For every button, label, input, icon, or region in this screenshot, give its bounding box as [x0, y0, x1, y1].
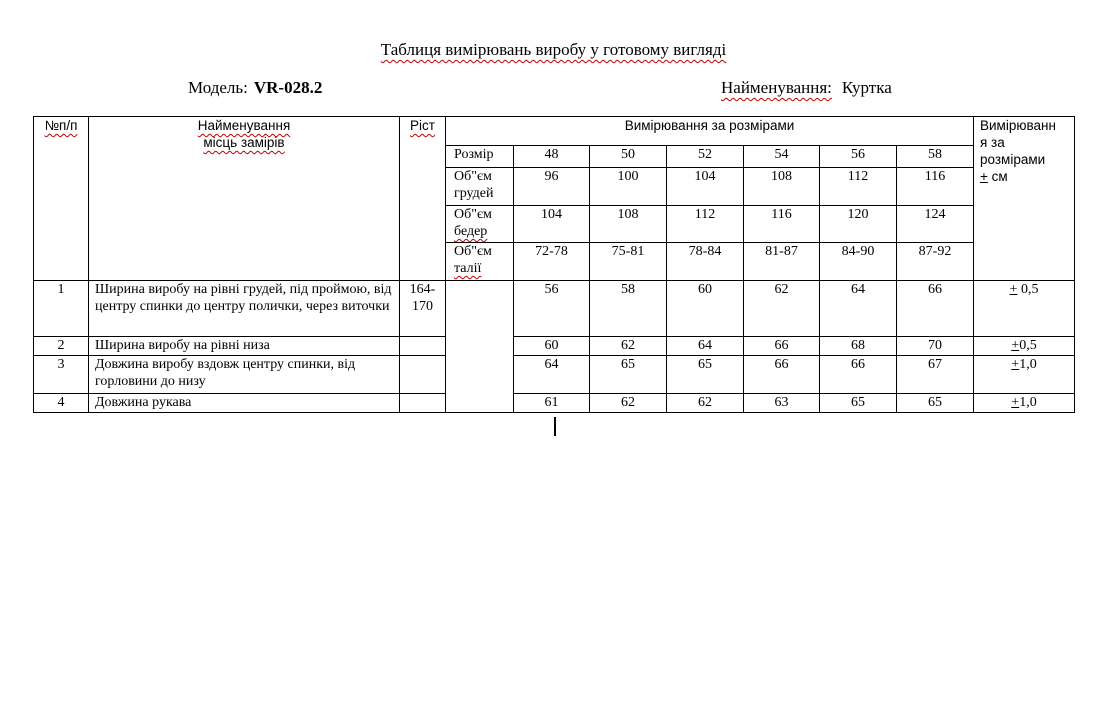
row-height: 164-170 [400, 281, 446, 337]
row-value: 58 [590, 281, 667, 337]
row-value: 65 [667, 356, 744, 394]
row-number: 1 [34, 281, 89, 337]
row-value: 60 [667, 281, 744, 337]
row-value: 64 [820, 281, 897, 337]
row-value: 66 [744, 356, 820, 394]
plus-minus-sign: + [980, 169, 988, 184]
size-value: 48 [514, 146, 590, 168]
row-value: 60 [514, 337, 590, 356]
row-value: 65 [897, 394, 974, 413]
row-value: 62 [590, 394, 667, 413]
row-height [400, 337, 446, 356]
model-code: VR-028.2 [253, 78, 323, 97]
header-tolerance: Вимірюванн я за розмірами + см [974, 117, 1075, 281]
size-label: Розмір [446, 146, 514, 168]
chest-value: 112 [820, 168, 897, 206]
row-tolerance: +1,0 [974, 394, 1075, 413]
row-value: 64 [667, 337, 744, 356]
chest-label: Об"єм грудей [446, 168, 514, 206]
chest-value: 108 [744, 168, 820, 206]
row-number: 3 [34, 356, 89, 394]
hips-value: 112 [667, 206, 744, 243]
row-value: 62 [667, 394, 744, 413]
header-place [89, 117, 400, 281]
header-number: №п/п [34, 117, 89, 281]
waist-value: 81-87 [744, 243, 820, 281]
model-line [188, 78, 322, 98]
row-value: 66 [744, 337, 820, 356]
row-value: 66 [897, 281, 974, 337]
hips-value: 116 [744, 206, 820, 243]
measurement-table [33, 116, 1075, 413]
row-value: 65 [590, 356, 667, 394]
row-value: 56 [514, 281, 590, 337]
row-value: 62 [590, 337, 667, 356]
row-tolerance: +0,5 [974, 337, 1075, 356]
row-name: Довжина рукава [89, 394, 400, 413]
row-name: Ширина виробу на рівні грудей, під проймою, від центру спинки до центру полички, через виточки [89, 281, 400, 337]
size-value: 54 [744, 146, 820, 168]
row-value: 68 [820, 337, 897, 356]
size-value: 50 [590, 146, 667, 168]
row-tolerance: +1,0 [974, 356, 1075, 394]
chest-value: 96 [514, 168, 590, 206]
row-value: 66 [820, 356, 897, 394]
header-height: Ріст [400, 117, 446, 281]
row-value: 61 [514, 394, 590, 413]
row-value: 67 [897, 356, 974, 394]
row-value: 62 [744, 281, 820, 337]
hips-value: 120 [820, 206, 897, 243]
hips-value: 104 [514, 206, 590, 243]
row-value: 70 [897, 337, 974, 356]
row-number: 4 [34, 394, 89, 413]
row-height [400, 356, 446, 394]
product-name-line [721, 78, 892, 98]
header-place-line1: Найменування [197, 118, 291, 133]
waist-value: 72-78 [514, 243, 590, 281]
row-value: 65 [820, 394, 897, 413]
waist-value: 75-81 [590, 243, 667, 281]
size-value: 52 [667, 146, 744, 168]
table-row [34, 356, 1075, 394]
chest-value: 100 [590, 168, 667, 206]
size-value: 56 [820, 146, 897, 168]
chest-value: 104 [667, 168, 744, 206]
row-tolerance: + 0,5 [974, 281, 1075, 337]
row-number: 2 [34, 337, 89, 356]
product-name-value: Куртка [841, 78, 892, 97]
row-name: Довжина виробу вздовж центру спинки, від горловини до низу [89, 356, 400, 394]
document-title: Таблиця вимірювань виробу у готовому вигляді [380, 40, 727, 59]
waist-value: 78-84 [667, 243, 744, 281]
row-value: 63 [744, 394, 820, 413]
hips-value: 108 [590, 206, 667, 243]
waist-value: 87-92 [897, 243, 974, 281]
row-height [400, 394, 446, 413]
table-row [34, 337, 1075, 356]
header-by-sizes: Вимірювання за розмірами [446, 117, 974, 146]
header-place-line2: місць замірів [203, 135, 285, 150]
row-name: Ширина виробу на рівні низа [89, 337, 400, 356]
text-cursor [554, 417, 556, 436]
table-row [34, 394, 1075, 413]
waist-value: 84-90 [820, 243, 897, 281]
hips-value: 124 [897, 206, 974, 243]
table-row [34, 281, 1075, 337]
product-name-label: Найменування: [721, 78, 832, 97]
model-label: Модель: [188, 78, 248, 97]
chest-value: 116 [897, 168, 974, 206]
waist-label: Об"єм талії [446, 243, 514, 281]
row-value: 64 [514, 356, 590, 394]
hips-label: Об"єм бедер [446, 206, 514, 243]
size-value: 58 [897, 146, 974, 168]
empty-cell [446, 281, 514, 413]
